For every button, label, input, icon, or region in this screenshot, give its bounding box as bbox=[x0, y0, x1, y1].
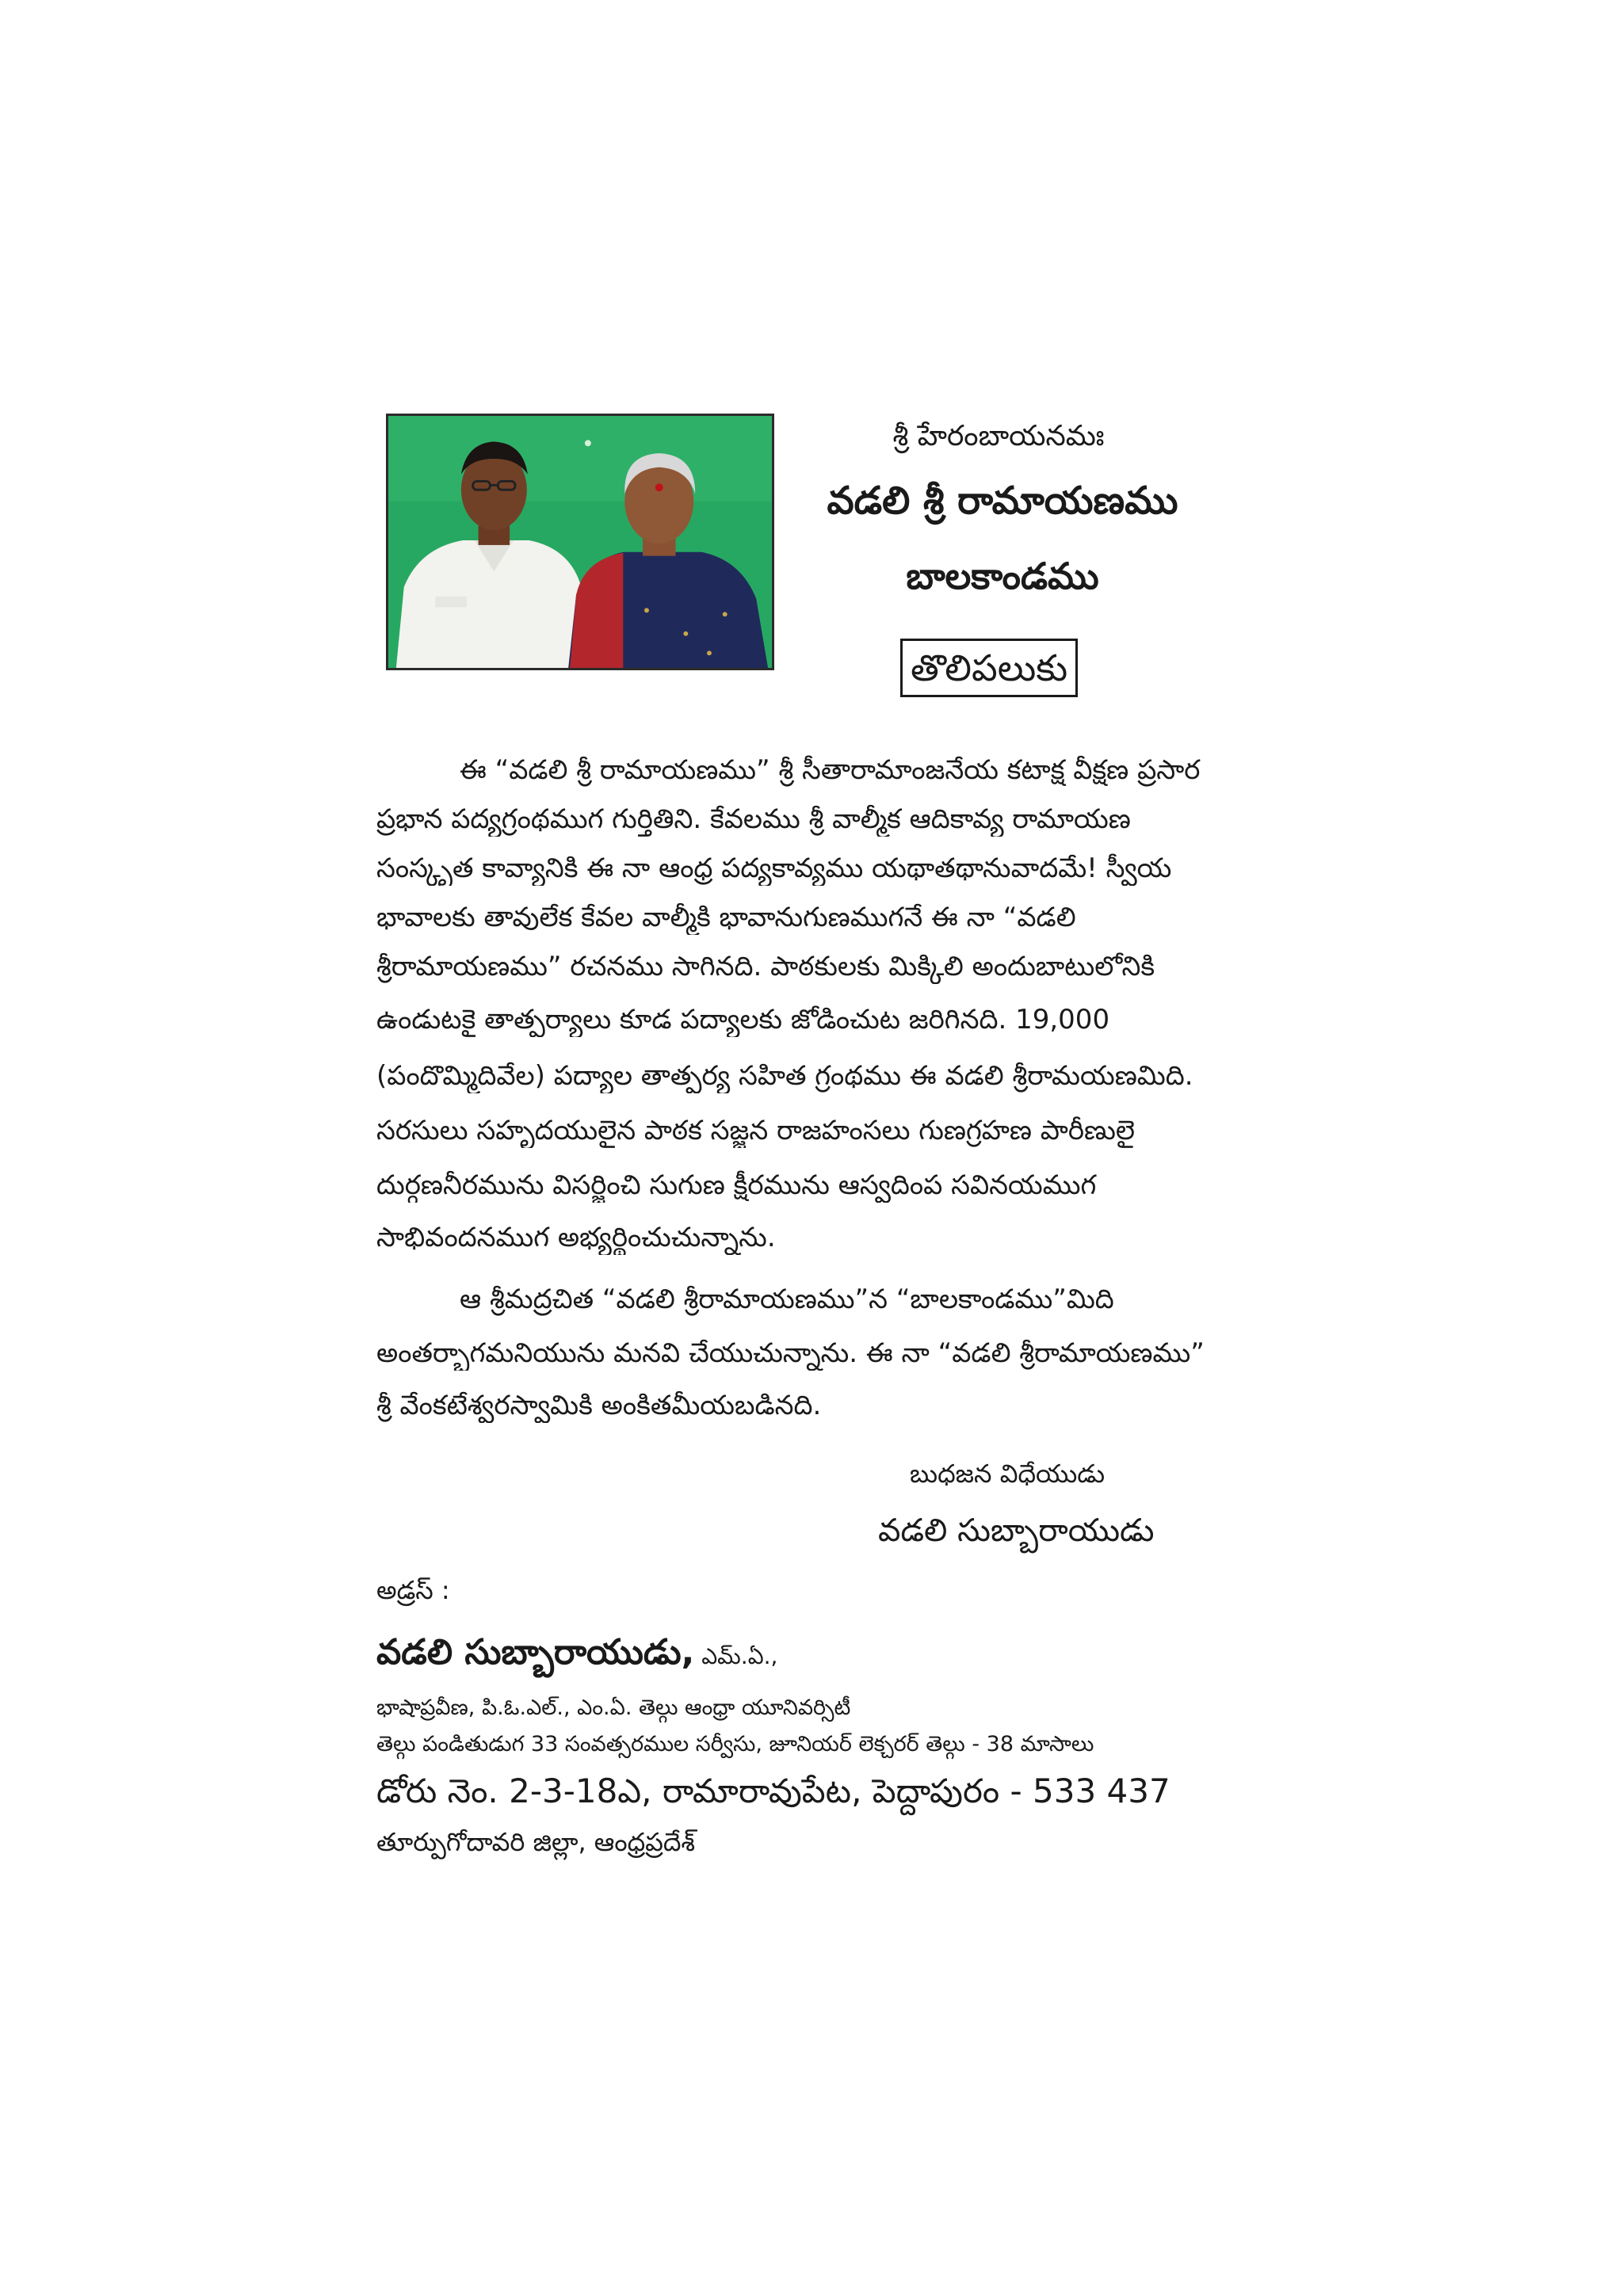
address-name-text: వడలి సుబ్బారాయుడు, bbox=[376, 1632, 695, 1672]
signature-name: వడలి సుబ్బారాయుడు bbox=[878, 1512, 1155, 1549]
paragraph1-line: దుర్గణనీరమును విసర్జించి సుగుణ క్షీరమును ఆస్వదింప సవినయముగ bbox=[376, 1169, 1097, 1201]
paragraph1-line: సంస్కృత కావ్యానికి ఈ నా ఆంధ్ర పద్యకావ్యము యథాతథానువాదమే! స్వీయ bbox=[376, 852, 1172, 884]
address-label: అడ్రస్ : bbox=[376, 1575, 450, 1605]
preface-heading: తొలిపలుకు bbox=[900, 639, 1078, 697]
paragraph1-line: సరసులు సహృదయులైన పాఠక సజ్జన రాజహంసలు గుణగ్రహణ పారీణులై bbox=[376, 1115, 1135, 1146]
address-district: తూర్పుగోదావరి జిల్లా, ఆంధ్రప్రదేశ్ bbox=[376, 1827, 696, 1857]
address-name bbox=[376, 1632, 777, 1681]
paragraph1-line: (పందొమ్మిదివేల) పద్యాల తాత్పర్య సహిత గ్రంథము ఈ వడలి శ్రీరామయణమిది. bbox=[376, 1060, 1193, 1092]
paragraph1-line: సాభివందనముగ అభ్యర్థించుచున్నాను. bbox=[376, 1222, 776, 1253]
book-title: వడలి శ్రీ రామాయణము bbox=[827, 479, 1178, 523]
address-degree: ఎమ్.ఏ., bbox=[694, 1643, 778, 1669]
paragraph1-line: భావాలకు తావులేక కేవల వాల్మీకి భావానుగుణముగనే ఈ నా “వడలి bbox=[376, 902, 1076, 933]
address-door-number: డోరు నెం. 2-3-18ఎ, రామారావుపేట, పెద్దాపురం - 533 437 bbox=[376, 1772, 1170, 1810]
invocation-text: శ్రీ హేరంబాయనమః bbox=[892, 420, 1105, 452]
paragraph2-line: శ్రీ వేంకటేశ్వరస్వామికి అంకితమీయబడినది. bbox=[376, 1390, 822, 1421]
paragraph1-line: ఈ “వడలి శ్రీ రామాయణము” శ్రీ సీతారామాంజనేయ కటాక్ష వీక్షణ ప్రసార bbox=[460, 754, 1201, 786]
address-qualifications: భాషాప్రవీణ, పి.ఓ.ఎల్., ఎం.ఏ. తెల్గు ఆంధ్రా యూనివర్సిటీ bbox=[376, 1695, 851, 1720]
author-couple-photo bbox=[386, 414, 774, 670]
paragraph2-line: అంతర్భాగమనియును మనవి చేయుచున్నాను. ఈ నా “వడలి శ్రీరామాయణము” bbox=[376, 1337, 1205, 1369]
paragraph1-line: ప్రభాన పద్యగ్రంథముగ గుర్తితిని. కేవలము శ్రీ వాల్మీక ఆదికావ్య రామాయణ bbox=[376, 803, 1131, 835]
book-subtitle: బాలకాండము bbox=[906, 555, 1099, 597]
address-service: తెల్గు పండితుడుగ 33 సంవత్సరముల సర్వీసు, జూనియర్ లెక్చరర్ తెల్గు - 38 మాసాలు bbox=[376, 1732, 1094, 1756]
paragraph1-line: ఉండుటకై తాత్పర్యాలు కూడ పద్యాలకు జోడించుట జరిగినది. 19,000 bbox=[376, 1004, 1110, 1035]
paragraph2-line: ఆ శ్రీమద్రచిత “వడలి శ్రీరామాయణము”న “బాలకాండము”మిది bbox=[460, 1283, 1114, 1315]
paragraph1-line: శ్రీరామాయణము” రచనము సాగినది. పాఠకులకు మిక్కిలి అందుబాటులోనికి bbox=[376, 951, 1155, 982]
signature-salutation: బుధజన విధేయుడు bbox=[910, 1459, 1106, 1489]
